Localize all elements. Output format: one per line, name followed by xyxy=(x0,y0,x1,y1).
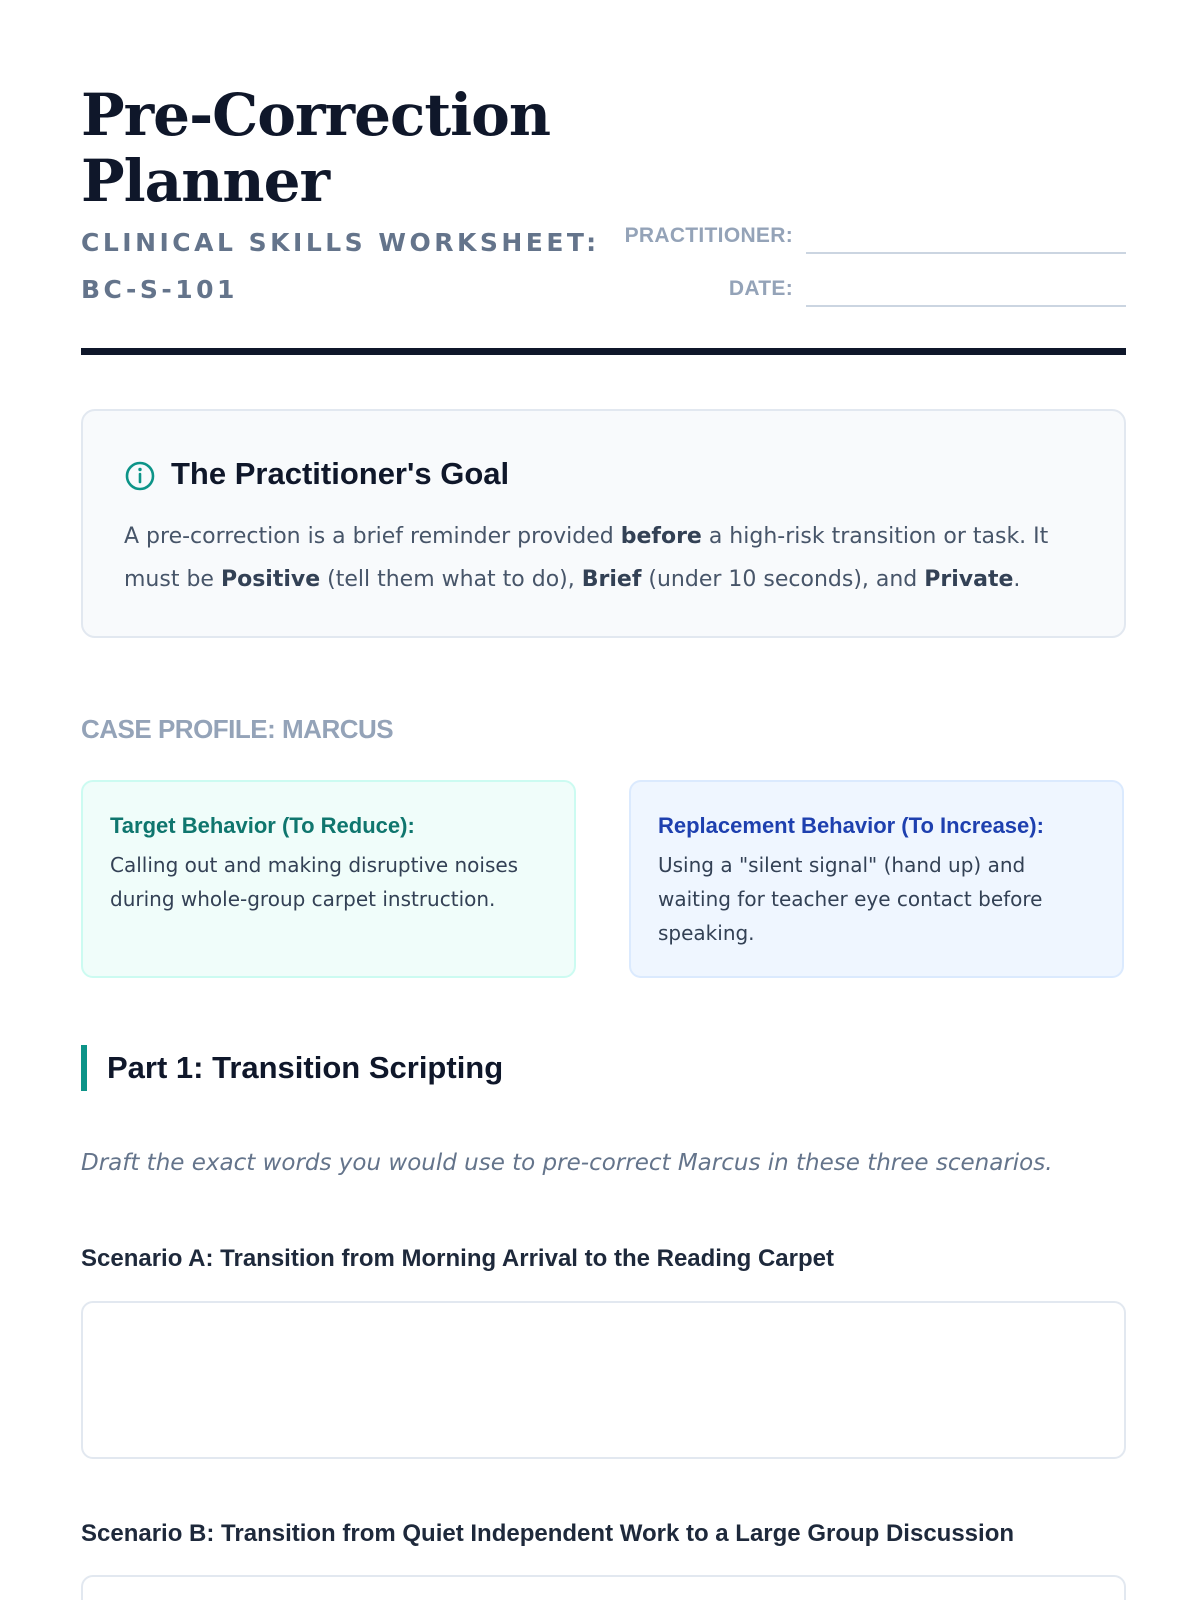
practitioner-label: PRACTITIONER: xyxy=(624,224,793,247)
practitioner-line[interactable] xyxy=(806,252,1126,254)
goal-description xyxy=(124,515,1094,601)
goal-text-segment: (tell them what to do), xyxy=(320,567,582,592)
goal-emphasis-before: before xyxy=(620,524,702,549)
goal-text-segment: a high-risk transition or task. It must be xyxy=(124,524,1049,592)
date-label: DATE: xyxy=(728,277,793,300)
goal-text-segment: . xyxy=(1013,567,1021,592)
part1-heading: Part 1: Transition Scripting xyxy=(81,1045,503,1091)
scenario-a-label: Scenario A: Transition from Morning Arrival to the Reading Carpet xyxy=(81,1245,834,1272)
replacement-behavior-text: Using a "silent signal" (hand up) and waiting for teacher eye contact before speaking. xyxy=(658,853,1043,945)
replacement-behavior-card xyxy=(629,780,1124,978)
worksheet-subtitle: CLINICAL SKILLS WORKSHEET: BC-S-101 xyxy=(81,228,600,304)
goal-emphasis-private: Private xyxy=(924,567,1014,592)
part1-instructions: Draft the exact words you would use to pre-correct Marcus in these three scenarios. xyxy=(81,1150,1053,1176)
goal-emphasis-positive: Positive xyxy=(220,567,321,592)
goal-title: The Practitioner's Goal xyxy=(171,456,510,491)
goal-text-segment: (under 10 seconds), and xyxy=(641,567,925,592)
goal-emphasis-brief: Brief xyxy=(581,567,642,592)
practitioner-field[interactable] xyxy=(626,220,1126,254)
info-icon xyxy=(124,460,156,492)
goal-text-segment: A pre-correction is a brief reminder provided xyxy=(124,524,621,549)
page-title: Pre-Correction Planner xyxy=(81,81,551,215)
header-divider xyxy=(81,348,1126,355)
scenario-b-label: Scenario B: Transition from Quiet Independent Work to a Large Group Discussion xyxy=(81,1520,1015,1547)
target-behavior-text: Calling out and making disruptive noises during whole-group carpet instruction. xyxy=(110,853,519,911)
date-field[interactable] xyxy=(626,273,1126,307)
goal-callout xyxy=(81,409,1126,638)
date-line[interactable] xyxy=(806,305,1126,307)
replacement-behavior-heading: Replacement Behavior (To Increase): xyxy=(658,813,1044,838)
scenario-b-answer[interactable] xyxy=(81,1575,1126,1600)
target-behavior-card xyxy=(81,780,576,978)
case-profile-label: CASE PROFILE: MARCUS xyxy=(81,714,394,744)
target-behavior-heading: Target Behavior (To Reduce): xyxy=(110,813,415,838)
scenario-a-answer[interactable] xyxy=(81,1301,1126,1459)
